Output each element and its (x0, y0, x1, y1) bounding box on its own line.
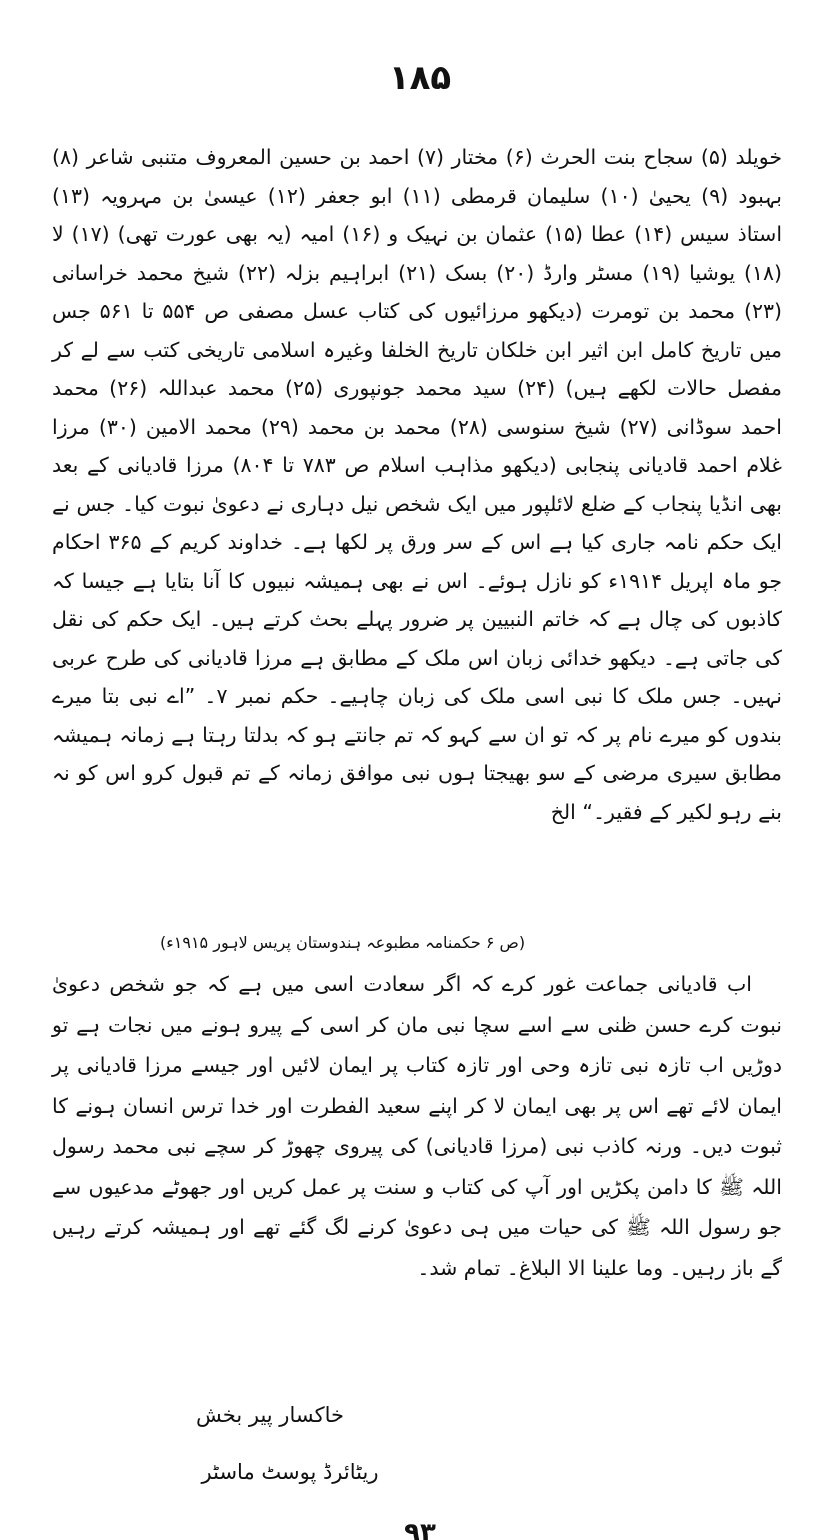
citation: (ص ۶ حکمنامہ مطبوعہ ہندوستان پریس لاہور ۱۹۱۵ء) (160, 933, 526, 952)
signature-title: ریٹائرڈ پوسٹ ماسٹر (201, 1460, 379, 1484)
signature-name: خاکسار پیر بخش (196, 1403, 344, 1427)
page-number: ۱۸۵ (388, 58, 452, 98)
body-paragraph: خویلد (۵) سجاح بنت الحرث (۶) مختار (۷) احمد بن حسین المعروف متنبی شاعر (۸) بہبود (۹) یحییٰ (۱۰) سلیمان قرمطی (۱۱) ابو جعفر (۱۲) عیسیٰ بن مہرویہ (۱۳) استاذ سیس (۱۴) عطا (۱۵) عثمان بن نہیک و (۱۶) امیہ (یہ بھی عورت تھی) (۱۷) لا (۱۸) یوشیا (۱۹) مسٹر وارڈ (۲۰) بسک (۲۱) ابراہیم بزلہ (۲۲) شیخ محمد خراسانی (۲۳) محمد بن تومرت (دیکھو مرزائیوں کی کتاب عسل مصفی ص ۵۵۴ تا ۵۶۱ جس میں تاریخ کامل ابن اثیر ابن خلکان تاریخ الخلفا وغیرہ اسلامی تاریخی کتب سے لے کر مفصل حالات لکھے ہیں) (۲۴) سید محمد جونپوری (۲۵) محمد عبداللہ (۲۶) محمد احمد سوڈانی (۲۷) شیخ سنوسی (۲۸) محمد بن محمد (۲۹) محمد الامین (۳۰) مرزا غلام احمد قادیانی پنجابی (دیکھو مذاہب اسلام ص ۷۸۳ تا ۸۰۴) مرزا قادیانی کے بعد بھی انڈیا پنجاب کے ضلع لائلپور میں ایک شخص نیل دہاری نے دعویٰ نبوت کیا۔ جس نے ایک حکم نامہ جاری کیا ہے اس کے سر ورق پر لکھا ہے۔ خداوند کریم کے ۳۶۵ احکام جو ماہ اپریل ۱۹۱۴ء کو نازل ہوئے۔ اس نے بھی ہمیشہ نبیوں کا آنا بتایا ہے جیسا کہ کاذبوں کی چال ہے کہ خاتم النبیین پر ضرور پہلے بحث کرتے ہیں۔ ایک حکم کی نقل کی جاتی ہے۔ دیکھو خدائی زبان اس ملک کے مطابق ہے مرزا قادیانی کی طرح عربی نہیں۔ جس ملک کا نبی اسی ملک کی زبان چاہیے۔ حکم نمبر ۷۔ ”اے نبی بتا میرے بندوں کو میرے نام پر کہ تو ان سے کہو کہ تم جانتے ہو کہ بدلتا رہتا ہے زمانہ ہمیشہ مطابق سیری مرضی کے سو بھیجتا ہوں نبی موافق زمانہ کے تم قبول کرو اس کو نہ بنے رہو لکیر کے فقیر۔“ الخ (52, 145, 783, 824)
footer-page-number: ۹۳ (404, 1518, 436, 1540)
closing-paragraph: اب قادیانی جماعت غور کرے کہ اگر سعادت اسی میں ہے کہ جو شخص دعویٰ نبوت کرے حسن ظنی سے اسے سچا نبی مان کر اسی کے پیرو ہونے میں نجات ہے تو دوڑیں اب تازہ نبی تازہ وحی اور تازہ کتاب پر ایمان لائیں اور جیسے مرزا قادیانی پر ایمان لائے تھے اس پر بھی ایمان لا کر اپنے سعید الفطرت اور خدا ترس انسان ہونے کا ثبوت دیں۔ ورنہ کاذب نبی (مرزا قادیانی) کی پیروی چھوڑ کر سچے نبی محمد رسول اللہ ﷺ کا دامن پکڑیں اور آپ کی کتاب و سنت پر عمل کریں اور جھوٹے مدعیوں سے جو رسول اللہ ﷺ کی حیات میں ہی دعویٰ کرنے لگ گئے تھے اور ہمیشہ کرتے رہیں گے باز رہیں۔ وما علینا الا البلاغ۔ تمام شد۔ (52, 972, 782, 1280)
